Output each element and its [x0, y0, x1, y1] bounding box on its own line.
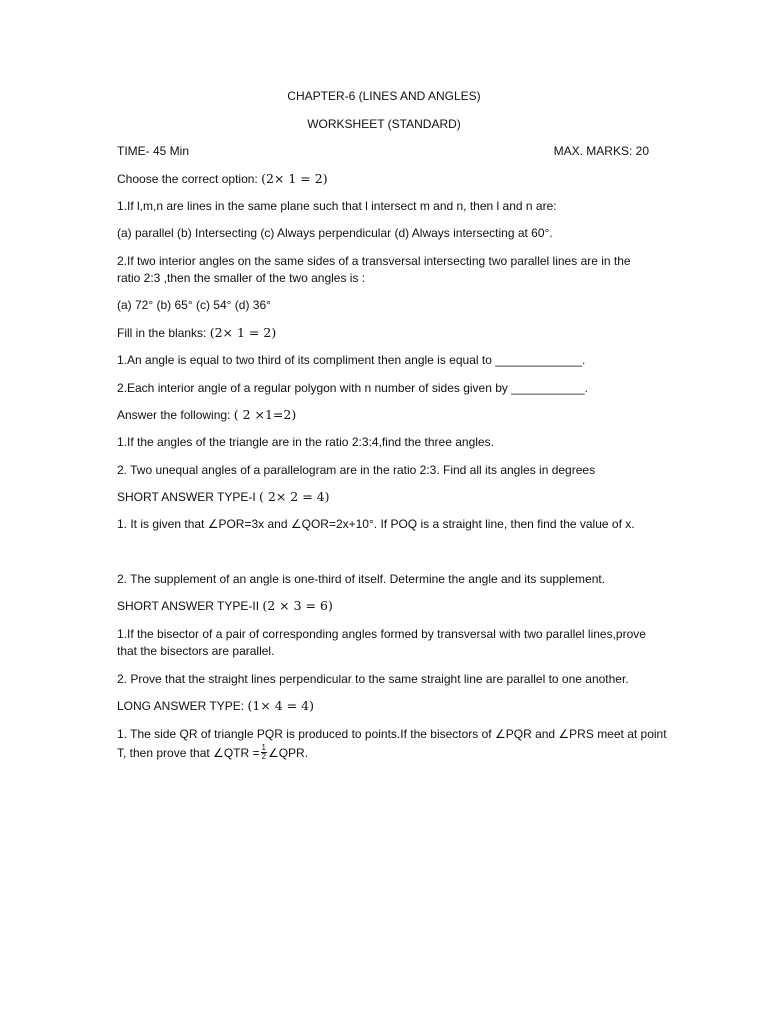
half-fraction	[261, 744, 267, 761]
fraction-denominator: 2	[261, 752, 266, 762]
answer-heading-text: Answer the following:	[117, 408, 234, 422]
fill-question-1: 1.An angle is equal to two third of its compliment then angle is equal to _____________.	[117, 353, 586, 367]
fill-heading	[117, 324, 276, 342]
mcq-question-1-options: (a) parallel (b) Intersecting (c) Always perpendicular (d) Always intersecting at 60°.	[117, 226, 553, 240]
short2-question-2: 2. Prove that the straight lines perpendicular to the same straight line are parallel to one another.	[117, 672, 629, 686]
mcq-question-2-line-2: ratio 2:3 ,then the smaller of the two angles is :	[117, 271, 366, 285]
short1-question-2: 2. The supplement of an angle is one-third of itself. Determine the angle and its supplement.	[117, 572, 606, 586]
mcq-question-2-line-1: 2.If two interior angles on the same sides of a transversal intersecting two parallel lines are in the	[117, 254, 631, 268]
short2-question-1-line-2: that the bisectors are parallel.	[117, 644, 275, 658]
answer-question-1: 1.If the angles of the triangle are in the ratio 2:3:4,find the three angles.	[117, 435, 494, 449]
mcq-question-1: 1.If l,m,n are lines in the same plane such that l intersect m and n, then l and n are:	[117, 199, 557, 213]
short1-question-1: 1. It is given that ∠POR=3x and ∠QOR=2x+10°. If POQ is a straight line, then find the value of x.	[117, 517, 635, 531]
chapter-title: CHAPTER-6 (LINES AND ANGLES)	[287, 89, 481, 103]
long-heading-marks: (1× 4 = 4)	[247, 698, 314, 713]
worksheet-title: WORKSHEET (STANDARD)	[307, 117, 461, 131]
long-question-1-text-after: ∠QPR.	[267, 746, 309, 760]
answer-question-2: 2. Two unequal angles of a parallelogram are in the ratio 2:3. Find all its angles in degrees	[117, 463, 596, 477]
answer-heading	[117, 406, 296, 424]
short2-question-1-line-1: 1.If the bisector of a pair of corresponding angles formed by transversal with two parallel lines,prove	[117, 627, 646, 641]
fraction-numerator: 1	[261, 743, 266, 753]
short1-heading-marks: ( 2× 2 = 4)	[259, 489, 330, 504]
fill-heading-text: Fill in the blanks:	[117, 326, 210, 340]
mcq-heading-marks: (2× 1 = 2)	[261, 171, 328, 186]
short1-heading	[117, 488, 329, 506]
max-marks-label: MAX. MARKS: 20	[553, 144, 649, 158]
mcq-heading	[117, 170, 328, 188]
mcq-question-2-options: (a) 72° (b) 65° (c) 54° (d) 36°	[117, 298, 271, 312]
short1-heading-text: SHORT ANSWER TYPE-I	[117, 490, 260, 504]
long-heading	[117, 697, 314, 715]
time-label: TIME- 45 Min	[117, 144, 190, 158]
short2-heading-marks: (2 × 3 = 6)	[262, 598, 333, 613]
short2-heading-text: SHORT ANSWER TYPE-II	[117, 599, 263, 613]
mcq-heading-text: Choose the correct option:	[117, 172, 262, 186]
fill-question-2: 2.Each interior angle of a regular polygon with n number of sides given by ___________.	[117, 381, 588, 395]
long-question-1-line-1: 1. The side QR of triangle PQR is produced to points.If the bisectors of ∠PQR and ∠PRS meet at point	[117, 727, 667, 741]
long-question-1-line-2	[117, 745, 308, 762]
fill-heading-marks: (2× 1 = 2)	[209, 325, 277, 340]
short2-heading	[117, 597, 333, 615]
long-question-1-text-before: T, then prove that ∠QTR =	[117, 746, 260, 760]
long-heading-text: LONG ANSWER TYPE:	[117, 699, 248, 713]
answer-heading-marks: ( 2 ×1=2)	[233, 407, 297, 422]
